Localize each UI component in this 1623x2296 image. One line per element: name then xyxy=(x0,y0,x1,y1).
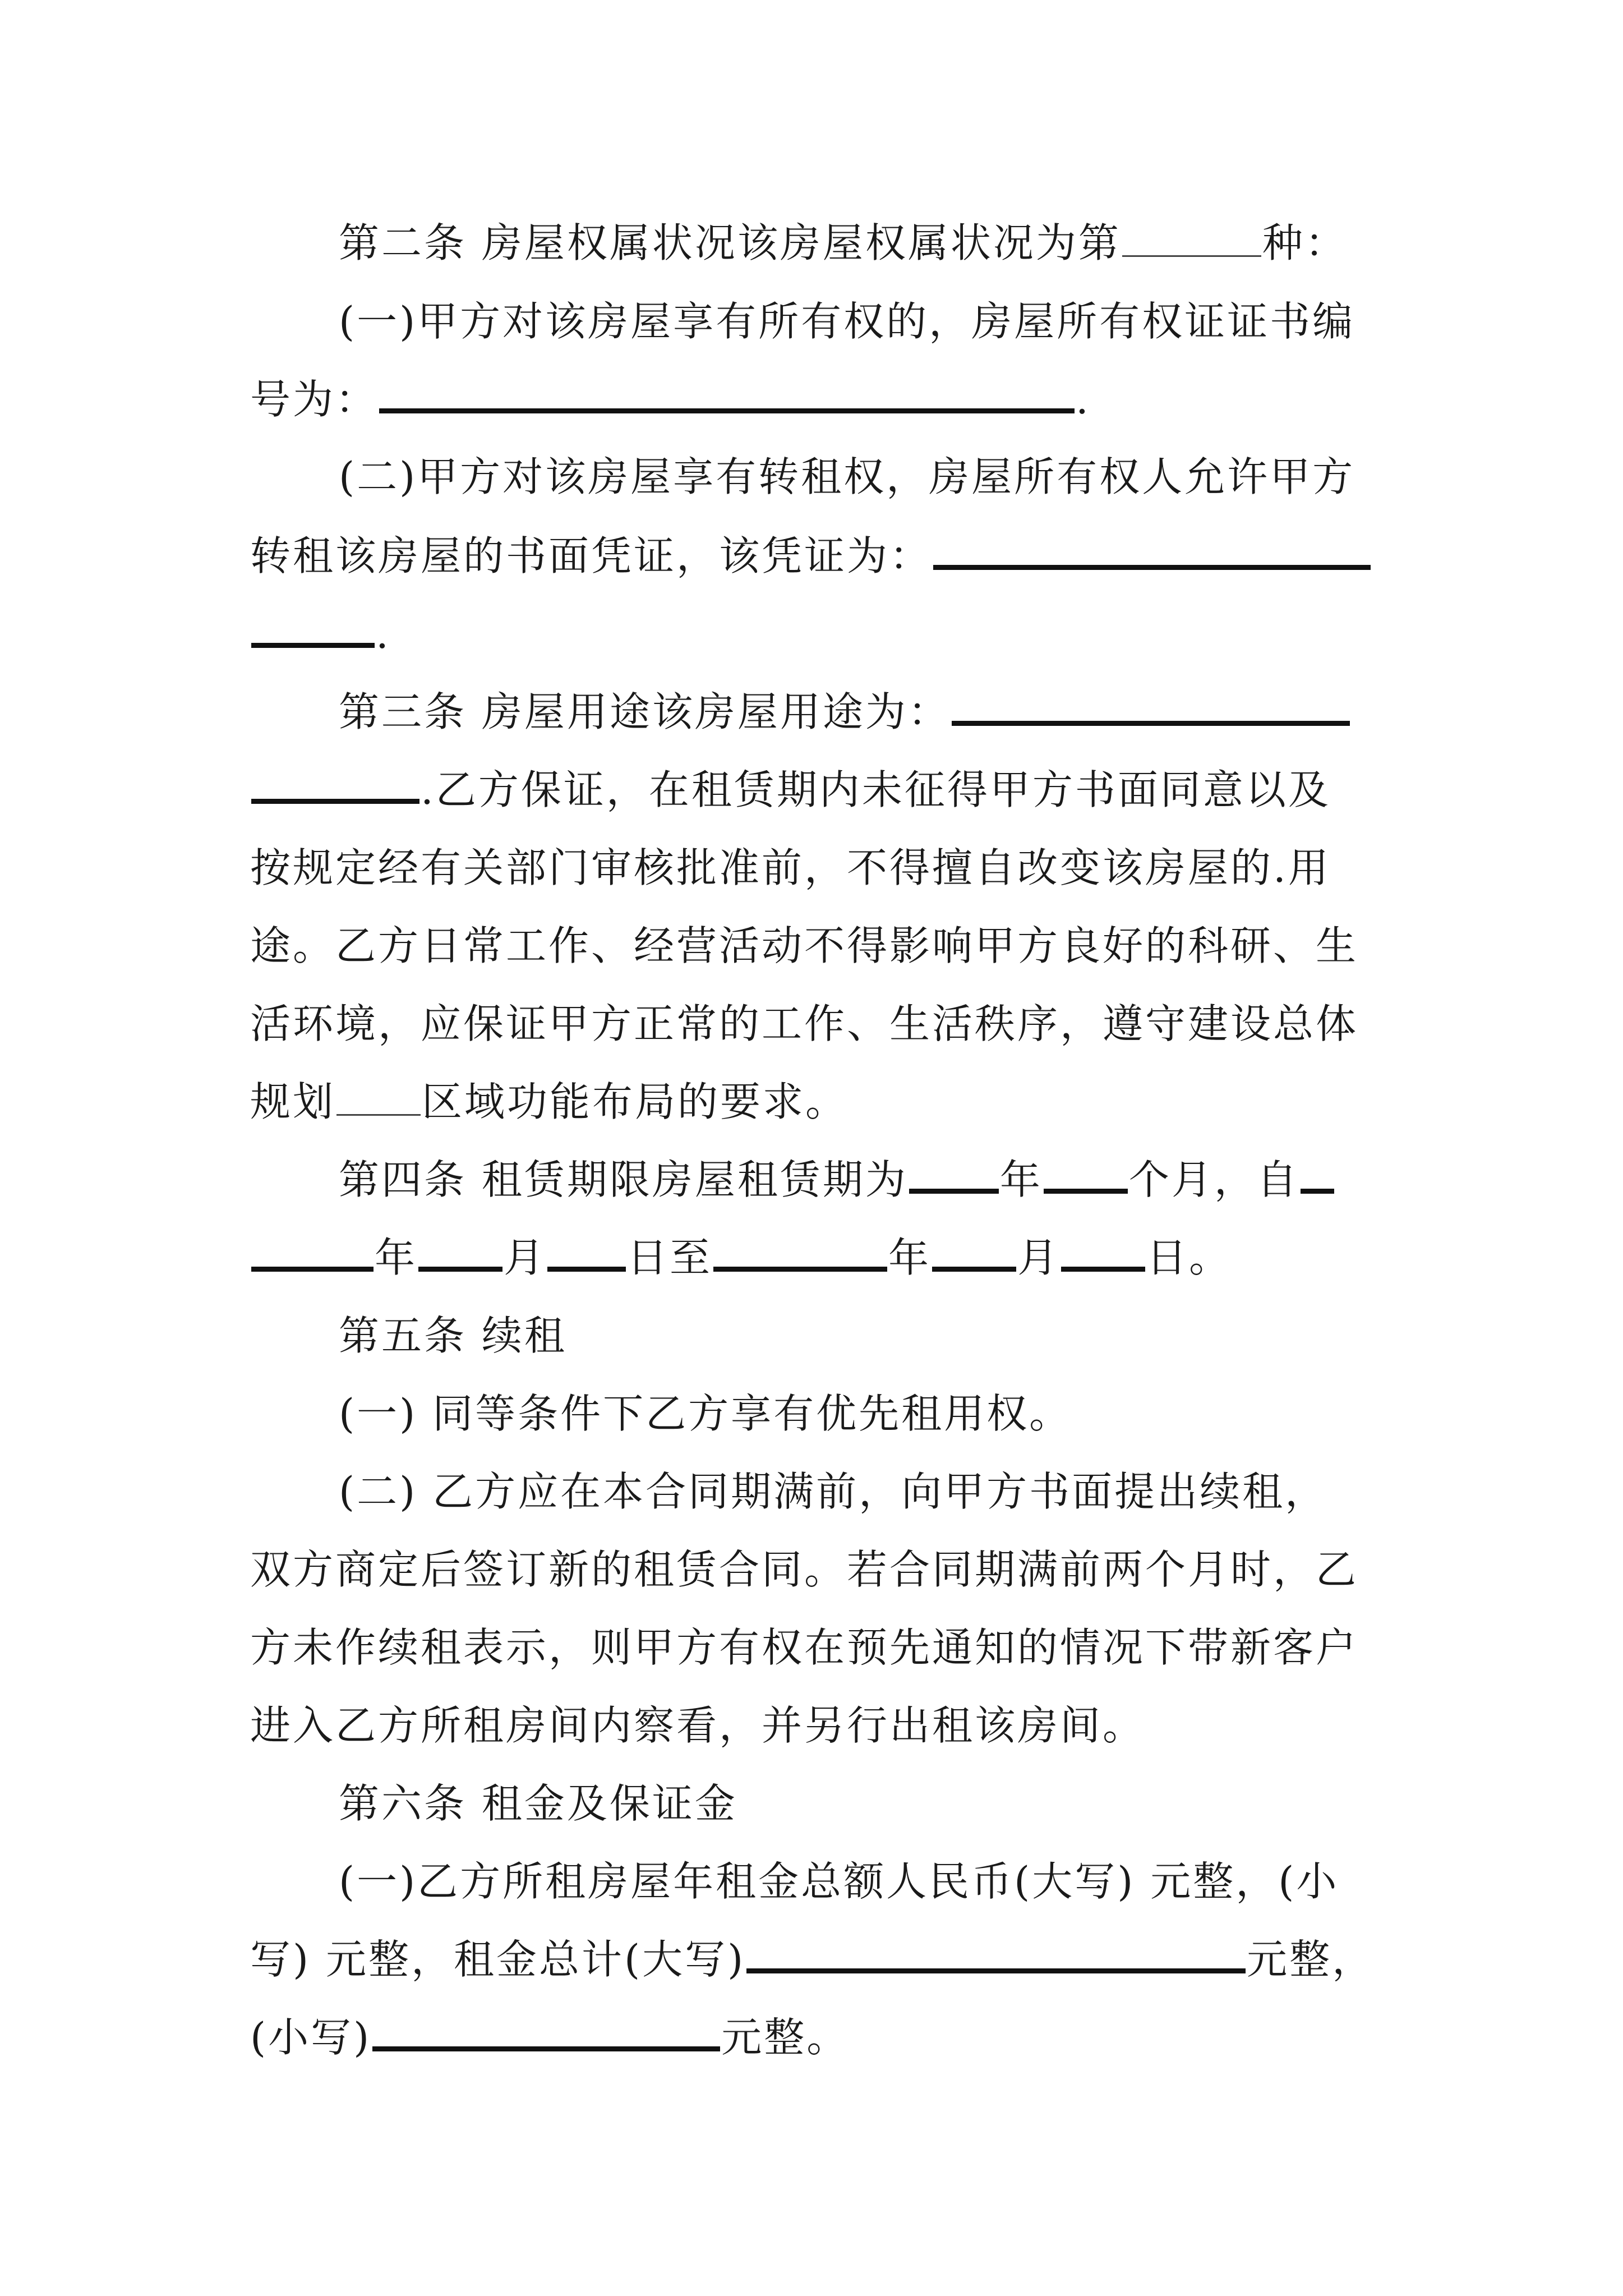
article-2-heading xyxy=(339,215,1348,271)
text: 年 xyxy=(888,1234,932,1281)
text: .乙方保证，在租赁期内未征得甲方书面同意以及 xyxy=(421,766,1331,813)
text: 途。乙方日常工作、经营活动不得影响甲方良好的科研、生 xyxy=(250,922,1359,969)
article-5-item-1 xyxy=(339,1386,1072,1442)
fill-blank[interactable] xyxy=(418,1234,502,1272)
text: 元整。 xyxy=(721,2014,850,2061)
article-6-item-1-cont-1 xyxy=(250,1931,1375,1987)
fill-blank[interactable] xyxy=(746,1936,1246,1973)
article-2-item-2-cont xyxy=(250,528,1372,584)
text: 第六条 租金及保证金 xyxy=(339,1780,737,1827)
article-4-cont xyxy=(250,1230,1232,1286)
text: 方未作续租表示，则甲方有权在预先通知的情况下带新客户 xyxy=(250,1624,1359,1671)
article-3-cont-4 xyxy=(250,996,1358,1052)
article-5-heading xyxy=(339,1308,567,1364)
text: 区域功能布局的要求。 xyxy=(422,1078,849,1125)
article-3-cont-1 xyxy=(250,762,1331,818)
text: 写) 元整，租金总计(大写) xyxy=(250,1936,746,1983)
fill-blank[interactable] xyxy=(251,1234,374,1272)
text: 年 xyxy=(999,1156,1043,1203)
text: 年 xyxy=(375,1234,418,1281)
fill-blank[interactable] xyxy=(251,766,419,804)
text: (一) 同等条件下乙方享有优先租用权。 xyxy=(339,1390,1072,1437)
text: 月 xyxy=(504,1234,547,1281)
fill-blank[interactable] xyxy=(1044,1156,1128,1194)
article-6-item-1-cont-2 xyxy=(250,2009,849,2065)
fill-blank[interactable] xyxy=(1122,223,1261,257)
text: 号为： xyxy=(250,376,379,423)
text: 双方商定后签订新的租赁合同。若合同期满前两个月时，乙 xyxy=(250,1546,1359,1593)
text: 日至 xyxy=(627,1234,713,1281)
fill-blank[interactable] xyxy=(1301,1156,1334,1194)
fill-blank[interactable] xyxy=(909,1156,999,1194)
fill-blank[interactable] xyxy=(336,1082,421,1116)
text: (一)甲方对该房屋享有所有权的，房屋所有权证证书编 xyxy=(339,298,1355,345)
text: 月 xyxy=(1017,1234,1061,1281)
text: . xyxy=(376,610,391,657)
fill-blank[interactable] xyxy=(547,1234,626,1272)
text: 种： xyxy=(1262,219,1348,266)
article-4-heading xyxy=(339,1152,1335,1208)
article-2-item-1 xyxy=(339,293,1355,349)
fill-blank[interactable] xyxy=(1061,1234,1145,1272)
article-5-item-2-cont-1 xyxy=(250,1542,1358,1598)
text: 日。 xyxy=(1146,1234,1232,1281)
text: 个月，自 xyxy=(1128,1156,1299,1203)
fill-blank[interactable] xyxy=(932,1234,1016,1272)
article-2-item-1-cont xyxy=(250,371,1091,427)
fill-blank[interactable] xyxy=(372,2014,720,2051)
text: 元整， xyxy=(1247,1936,1375,1983)
fill-blank[interactable] xyxy=(952,688,1350,726)
article-5-item-2-cont-2 xyxy=(250,1619,1358,1676)
text: (二)甲方对该房屋享有转租权，房屋所有权人允许甲方 xyxy=(339,453,1355,500)
article-2-item-2-end xyxy=(250,606,391,662)
text: 按规定经有关部门审核批准前，不得擅自改变该房屋的.用 xyxy=(250,844,1331,891)
text: 规划 xyxy=(250,1078,336,1125)
article-6-heading xyxy=(339,1775,737,1832)
article-2-item-2 xyxy=(339,449,1355,505)
text: (小写) xyxy=(250,2014,372,2061)
article-5-item-2 xyxy=(339,1464,1327,1520)
article-6-item-1 xyxy=(339,1853,1339,1910)
article-3-cont-2 xyxy=(250,840,1331,896)
text: 第二条 房屋权属状况该房屋权属状况为第 xyxy=(339,219,1121,266)
article-3-cont-3 xyxy=(250,918,1358,974)
article-5-item-2-cont-3 xyxy=(250,1697,1145,1754)
text: (一)乙方所租房屋年租金总额人民币(大写) 元整，(小 xyxy=(339,1858,1339,1905)
text: 活环境，应保证甲方正常的工作、生活秩序，遵守建设总体 xyxy=(250,1000,1359,1047)
article-3-heading xyxy=(339,684,1351,740)
text: (二) 乙方应在本合同期满前，向甲方书面提出续租， xyxy=(339,1468,1328,1515)
text: 第五条 续租 xyxy=(339,1312,567,1359)
text: 进入乙方所租房间内察看，并另行出租该房间。 xyxy=(250,1702,1146,1749)
fill-blank[interactable] xyxy=(379,376,1075,413)
text: 第四条 租赁期限房屋租赁期为 xyxy=(339,1156,908,1203)
fill-blank[interactable] xyxy=(713,1234,887,1272)
article-3-cont-5 xyxy=(250,1074,848,1130)
text: . xyxy=(1076,376,1091,423)
text: 转租该房屋的书面凭证，该凭证为： xyxy=(250,532,933,579)
fill-blank[interactable] xyxy=(933,532,1371,570)
fill-blank[interactable] xyxy=(251,610,375,648)
text: 第三条 房屋用途该房屋用途为： xyxy=(339,688,951,735)
